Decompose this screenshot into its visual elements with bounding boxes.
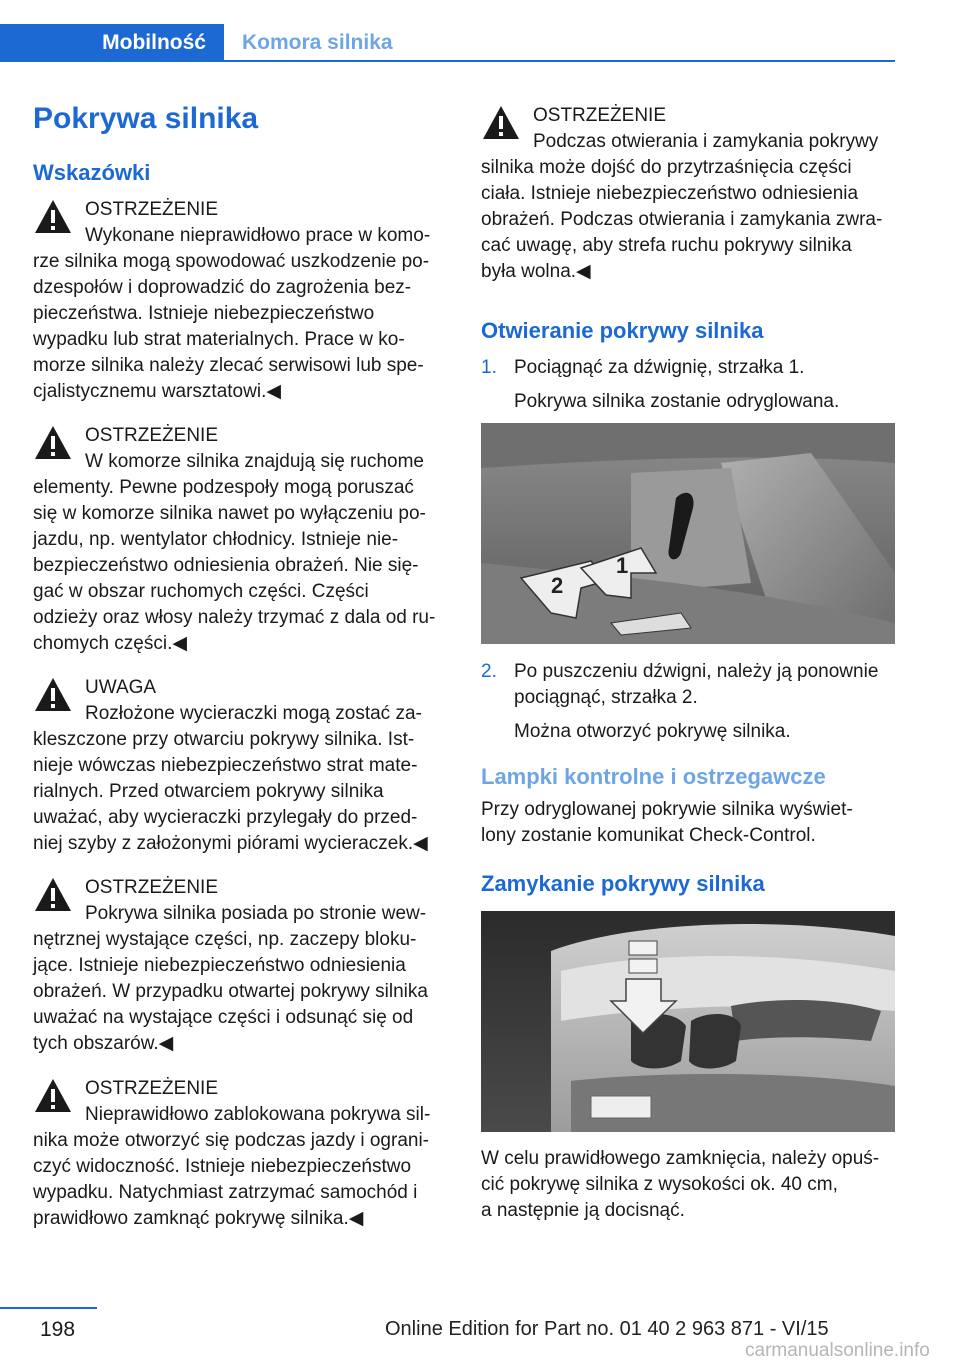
page-number: 198: [40, 1318, 76, 1341]
heading-lamps: Lampki kontrolne i ostrzegawcze: [481, 764, 826, 789]
subsection-tab: Komora silnika: [242, 31, 393, 54]
lamps-paragraph: [481, 797, 896, 849]
warning-line: obrażeń. W przypadku otwartej pokrywy silnika: [33, 981, 428, 1002]
step-2: [481, 659, 896, 745]
warning-label: OSTRZEŻENIE: [85, 1078, 219, 1099]
car-front-hood-image: [481, 911, 895, 1132]
edition-note: Online Edition for Part no. 01 40 2 963 871 - VI/15: [385, 1318, 829, 1340]
warning-line: dzespołów i doprowadzić do zagrożenia bez‐: [33, 277, 412, 298]
warning-label: OSTRZEŻENIE: [85, 199, 219, 220]
warning-line: uważać, aby wycieraczki przylegały do przed‐: [33, 807, 418, 828]
warning-block-5: [33, 1076, 448, 1232]
warning-line: cjalistycznemu warsztatowi.◀: [33, 381, 281, 402]
step-line: Można otworzyć pokrywę silnika.: [514, 721, 791, 742]
section-tab: Mobilność: [0, 24, 224, 62]
footer-rule: [0, 1307, 97, 1309]
warning-line: pieczeństwa. Istnieje niebezpieczeństwo: [33, 303, 375, 324]
warning-line: jazdu, np. wentylator chłodnicy. Istnieje nie‐: [33, 529, 399, 550]
step-number: 2.: [481, 661, 497, 682]
warning-line: jące. Istnieje niebezpieczeństwo odniesienia: [33, 955, 406, 976]
warning-triangle-icon: [33, 875, 73, 915]
page-title: Pokrywa silnika: [33, 102, 259, 135]
arrow-label-1: 1: [616, 553, 629, 578]
warning-line: była wolna.◀: [481, 261, 591, 282]
warning-line: nieje wówczas niebezpieczeństwo strat mate‐: [33, 755, 418, 776]
step-1: [481, 355, 896, 415]
heading-close-hood: Zamykanie pokrywy silnika: [481, 871, 765, 896]
paragraph-line: a następnie ją docisnąć.: [481, 1200, 685, 1221]
step-number: 1.: [481, 357, 497, 378]
heading-wskazowki: Wskazówki: [33, 160, 151, 185]
warning-triangle-icon: [481, 103, 521, 143]
warning-block-4: [33, 875, 448, 1057]
close-paragraph: [481, 1146, 896, 1224]
step-line: Pokrywa silnika zostanie odryglowana.: [514, 391, 840, 412]
warning-line: Podczas otwierania i zamykania pokrywy: [533, 131, 879, 152]
warning-label: OSTRZEŻENIE: [85, 877, 219, 898]
warning-line: nętrznej wystające części, np. zaczepy bloku‐: [33, 929, 417, 950]
warning-block-1: [33, 197, 448, 405]
warning-block-2: [33, 423, 448, 657]
warning-line: prawidłowo zamknąć pokrywę silnika.◀: [33, 1208, 364, 1229]
warning-line: rze silnika mogą spowodować uszkodzenie po‐: [33, 251, 430, 272]
warning-line: W komorze silnika znajdują się ruchome: [85, 451, 424, 472]
warning-line: wypadku. Natychmiast zatrzymać samochód i: [33, 1182, 418, 1203]
site-watermark: carmanualsonline.info: [745, 1340, 930, 1361]
step-line: Pociągnąć za dźwignię, strzałka 1.: [514, 357, 805, 378]
warning-block-3: [33, 675, 448, 857]
warning-line: odzieży oraz włosy należy trzymać z dala od ru‐: [33, 607, 436, 628]
warning-line: morze silnika należy zlecać serwisowi lub spe‐: [33, 355, 424, 376]
warning-line: Wykonane nieprawidłowo prace w komo‐: [85, 225, 431, 246]
warning-label: UWAGA: [85, 677, 157, 698]
warning-line: cać uwagę, aby strefa ruchu pokrywy silnika: [481, 235, 852, 256]
warning-line: chomych części.◀: [33, 633, 187, 654]
warning-triangle-icon: [33, 197, 73, 237]
warning-label: OSTRZEŻENIE: [533, 105, 667, 126]
step-line: Po puszczeniu dźwigni, należy ją ponownie: [514, 661, 879, 682]
warning-line: obrażeń. Podczas otwierania i zamykania zwra‐: [481, 209, 883, 230]
warning-line: Rozłożone wycieraczki mogą zostać za‐: [85, 703, 422, 724]
header-rule: [224, 60, 895, 62]
warning-triangle-icon: [33, 423, 73, 463]
warning-line: silnika może dojść do przytrzaśnięcia części: [481, 157, 852, 178]
warning-line: elementy. Pewne podzespoły mogą poruszać: [33, 477, 414, 498]
warning-line: się w komorze silnika nawet po wyłączeniu po‐: [33, 503, 426, 524]
warning-line: tych obszarów.◀: [33, 1033, 174, 1054]
warning-line: uważać na wystające części i odsunąć się od: [33, 1007, 414, 1028]
paragraph-line: lony zostanie komunikat Check-Control.: [481, 825, 816, 846]
warning-line: ciała. Istnieje niebezpieczeństwo odniesienia: [481, 183, 859, 204]
paragraph-line: W celu prawidłowego zamknięcia, należy opuś‐: [481, 1148, 880, 1169]
warning-line: niej szyby z założonymi piórami wycieraczek.◀: [33, 833, 428, 854]
warning-triangle-icon: [33, 1076, 73, 1116]
warning-line: Pokrywa silnika posiada po stronie wew‐: [85, 903, 427, 924]
warning-line: kleszczone przy otwarciu pokrywy silnika. Ist‐: [33, 729, 415, 750]
heading-open-hood: Otwieranie pokrywy silnika: [481, 318, 764, 343]
page-header: [0, 24, 895, 62]
warning-triangle-icon: [33, 675, 73, 715]
warning-line: bezpieczeństwo odniesienia obrażeń. Nie się‐: [33, 555, 419, 576]
paragraph-line: Przy odryglowanej pokrywie silnika wyświet‐: [481, 799, 853, 820]
paragraph-line: cić pokrywę silnika z wysokości ok. 40 cm,: [481, 1174, 838, 1195]
arrow-label-2: 2: [551, 573, 564, 598]
warning-line: rialnych. Przed otwarciem pokrywy silnika: [33, 781, 384, 802]
warning-line: czyć widoczność. Istnieje niebezpieczeństwo: [33, 1156, 412, 1177]
warning-block-6: [481, 103, 896, 285]
warning-line: wypadku lub strat materialnych. Prace w ko‐: [33, 329, 405, 350]
hood-release-lever-image: [481, 423, 895, 644]
warning-line: gać w obszar ruchomych części. Części: [33, 581, 369, 602]
step-line: pociągnąć, strzałka 2.: [514, 687, 698, 708]
warning-line: nika może otworzyć się podczas jazdy i ograni‐: [33, 1130, 430, 1151]
warning-label: OSTRZEŻENIE: [85, 425, 219, 446]
warning-line: Nieprawidłowo zablokowana pokrywa sil‐: [85, 1104, 431, 1125]
